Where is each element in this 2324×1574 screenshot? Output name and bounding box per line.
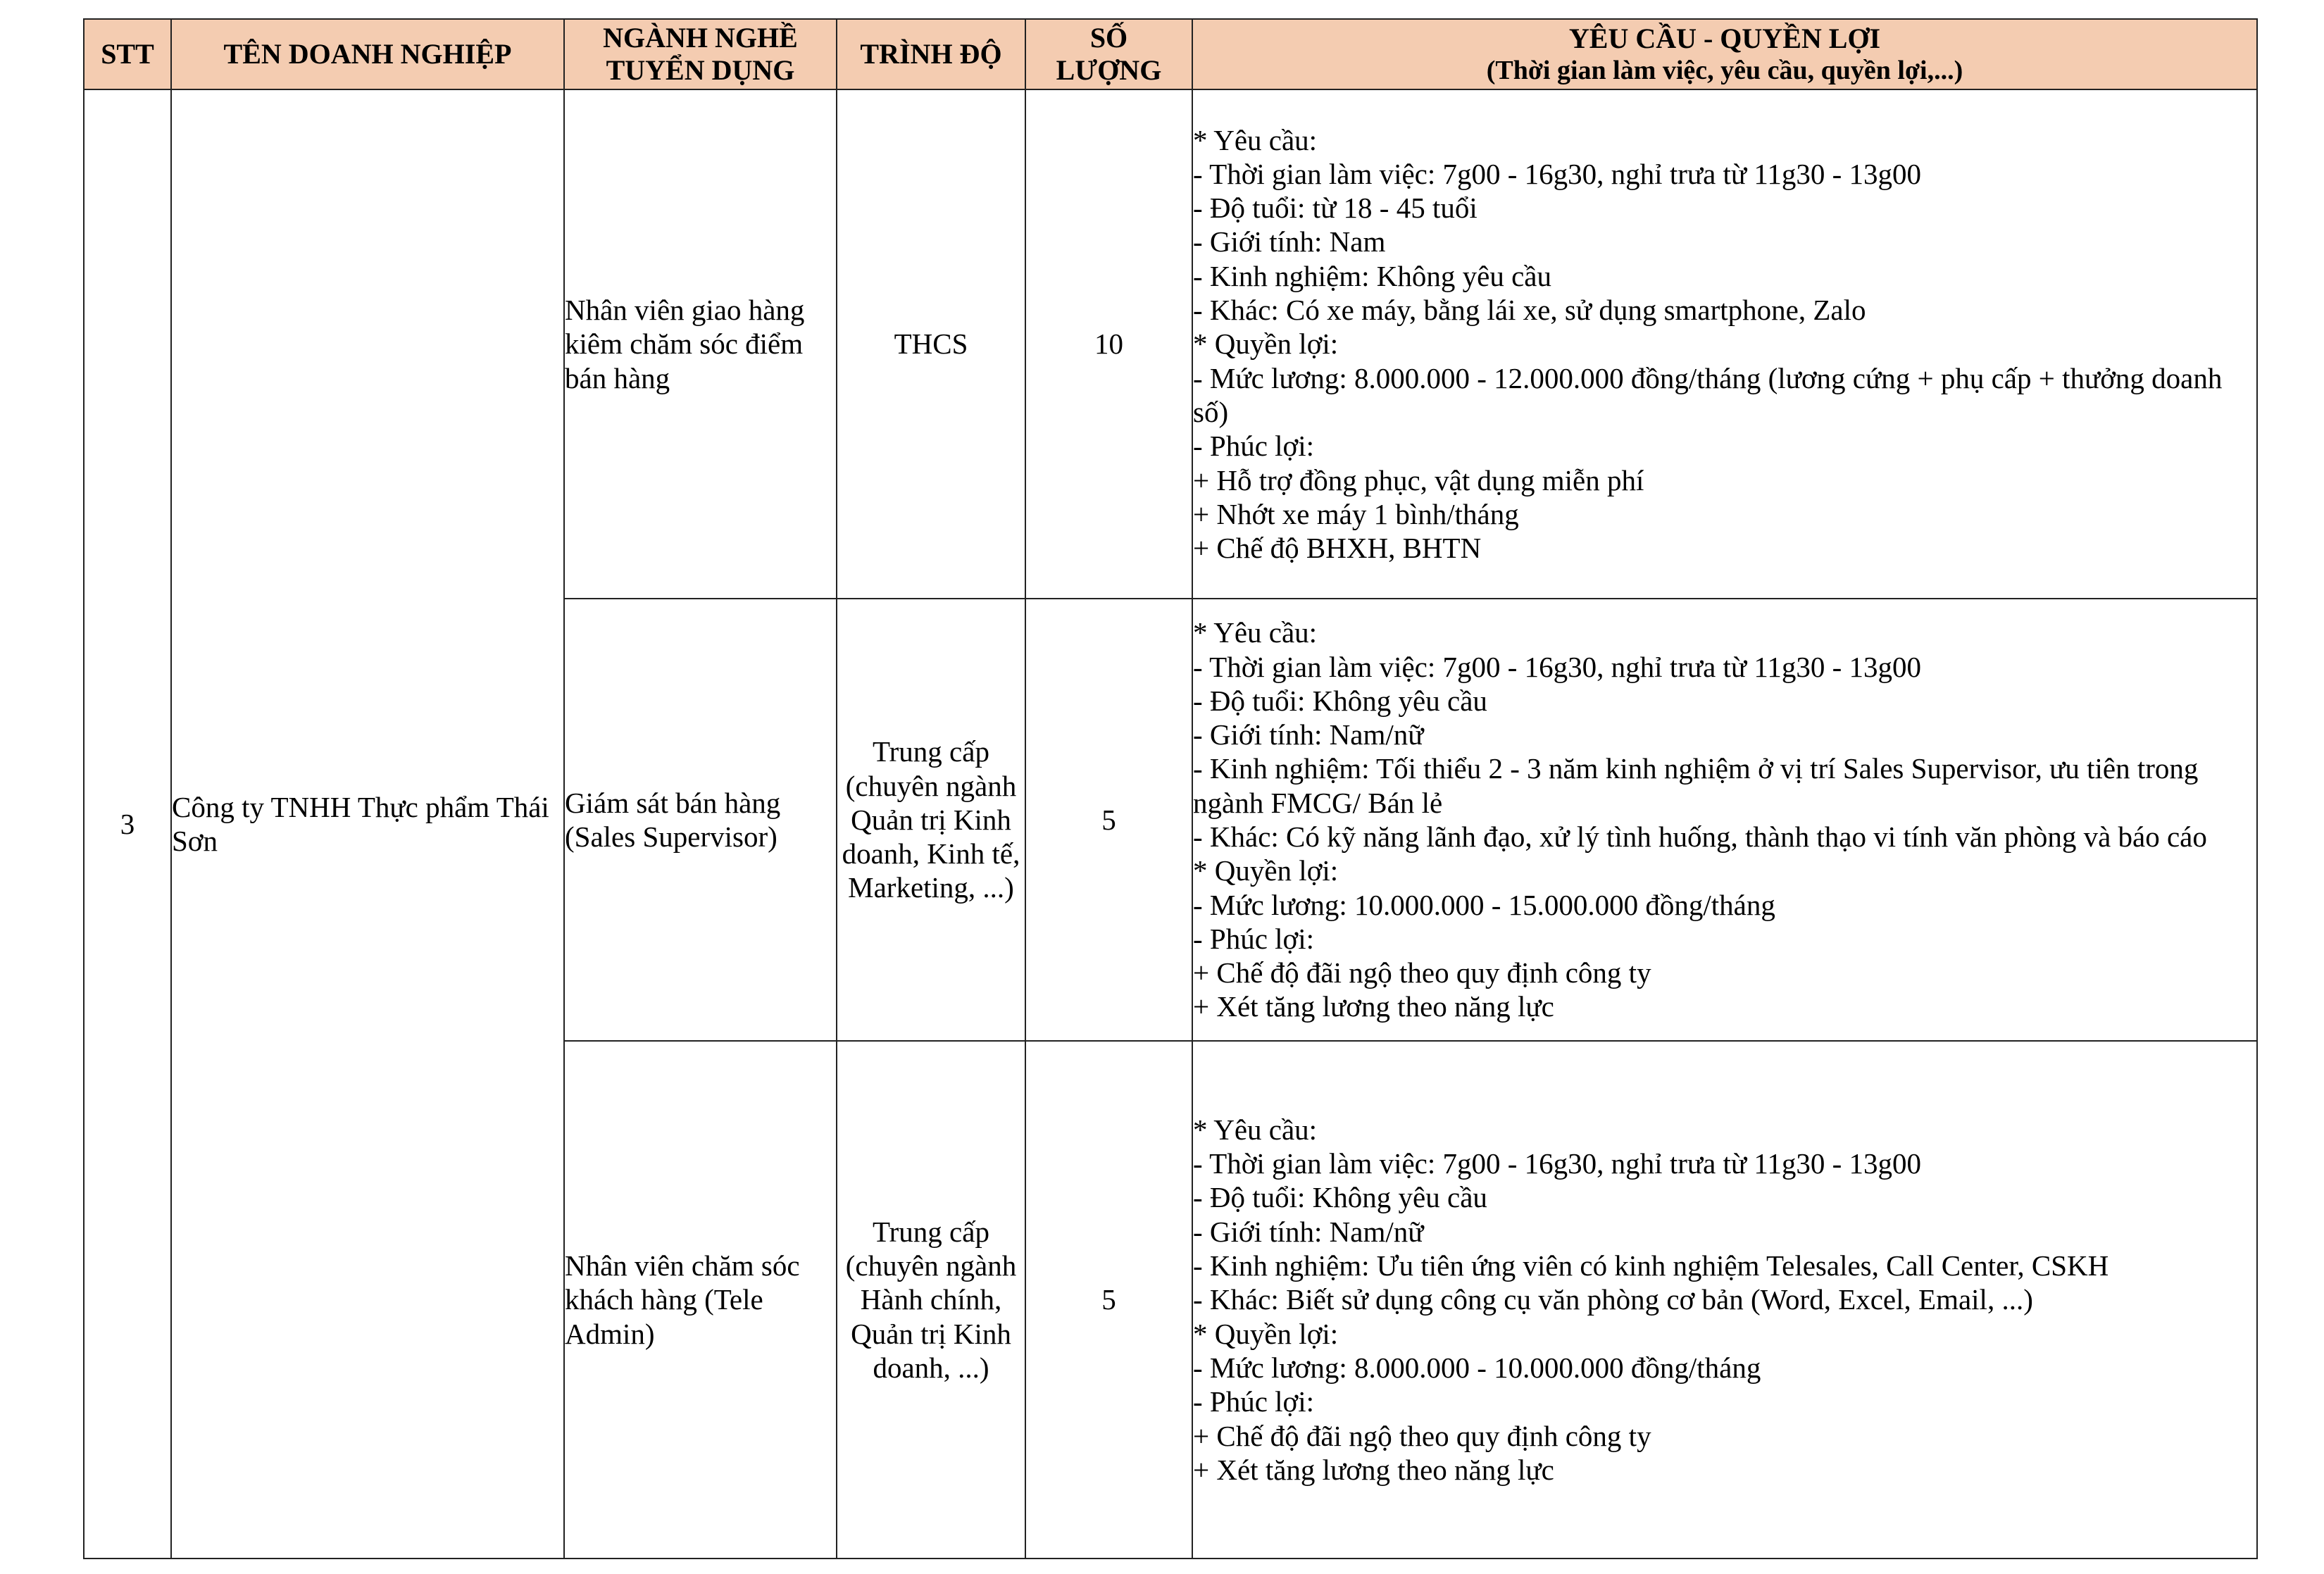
quantity-cell: 5 bbox=[1025, 599, 1192, 1041]
position-cell: Nhân viên chăm sóc khách hàng (Tele Admin) bbox=[564, 1041, 837, 1559]
level-cell: THCS bbox=[837, 89, 1025, 599]
quantity-cell: 5 bbox=[1025, 1041, 1192, 1559]
level-cell: Trung cấp (chuyên ngành Quản trị Kinh doanh, Kinh tế, Marketing, ...) bbox=[837, 599, 1025, 1041]
header-requirements bbox=[1192, 19, 2257, 89]
header-quantity bbox=[1025, 19, 1192, 89]
header-quantity-line1: SỐ bbox=[1089, 22, 1128, 54]
header-occupation-line2: TUYỂN DỤNG bbox=[606, 54, 795, 86]
header-requirements-line1: YÊU CẦU - QUYỀN LỢI bbox=[1568, 23, 1881, 54]
position-cell: Giám sát bán hàng (Sales Supervisor) bbox=[564, 599, 837, 1041]
recruitment-table bbox=[83, 18, 2258, 1559]
position-cell: Nhân viên giao hàng kiêm chăm sóc điểm bán hàng bbox=[564, 89, 837, 599]
header-row bbox=[84, 19, 2257, 89]
quantity-cell: 10 bbox=[1025, 89, 1192, 599]
header-occupation bbox=[564, 19, 837, 89]
level-cell: Trung cấp (chuyên ngành Hành chính, Quản trị Kinh doanh, ...) bbox=[837, 1041, 1025, 1559]
details-cell: * Yêu cầu: - Thời gian làm việc: 7g00 - 16g30, nghỉ trưa từ 11g30 - 13g00 - Độ tuổi: Không yêu cầu - Giới tính: Nam/nữ - Kinh nghiệm: Tối thiểu 2 - 3 năm kinh nghiệm ở vị trí Sales Supervisor, ưu tiên trong ngành FMCG/ Bán lẻ - Khác: Có kỹ năng lãnh đạo, xử lý tình huống, thành thạo vi tính văn phòng và báo cáo * Quyền lợi: - Mức lương: 10.000.000 - 15.000.000 đồng/tháng - Phúc lợi: + Chế độ đãi ngộ theo quy định công ty + Xét tăng lương theo năng lực bbox=[1192, 599, 2257, 1041]
header-stt: STT bbox=[84, 19, 171, 89]
stt-cell: 3 bbox=[84, 89, 171, 1559]
header-company: TÊN DOANH NGHIỆP bbox=[171, 19, 564, 89]
header-level: TRÌNH ĐỘ bbox=[837, 19, 1025, 89]
header-quantity-line2: LƯỢNG bbox=[1056, 54, 1162, 86]
header-requirements-line2: (Thời gian làm việc, yêu cầu, quyền lợi,...) bbox=[1486, 56, 1963, 85]
table-body bbox=[84, 89, 2257, 1559]
table-header bbox=[84, 19, 2257, 89]
details-cell: * Yêu cầu: - Thời gian làm việc: 7g00 - 16g30, nghỉ trưa từ 11g30 - 13g00 - Độ tuổi: từ 18 - 45 tuổi - Giới tính: Nam - Kinh nghiệm: Không yêu cầu - Khác: Có xe máy, bằng lái xe, sử dụng smartphone, Zalo * Quyền lợi: - Mức lương: 8.000.000 - 12.000.000 đồng/tháng (lương cứng + phụ cấp + thưởng doanh số) - Phúc lợi: + Hỗ trợ đồng phục, vật dụng miễn phí + Nhớt xe máy 1 bình/tháng + Chế độ BHXH, BHTN bbox=[1192, 89, 2257, 599]
table-row bbox=[84, 89, 2257, 599]
header-occupation-line1: NGÀNH NGHỀ bbox=[603, 22, 798, 54]
company-cell: Công ty TNHH Thực phẩm Thái Sơn bbox=[171, 89, 564, 1559]
details-cell: * Yêu cầu: - Thời gian làm việc: 7g00 - 16g30, nghỉ trưa từ 11g30 - 13g00 - Độ tuổi: Không yêu cầu - Giới tính: Nam/nữ - Kinh nghiệm: Ưu tiên ứng viên có kinh nghiệm Telesales, Call Center, CSKH - Khác: Biết sử dụng công cụ văn phòng cơ bản (Word, Excel, Email, ...) * Quyền lợi: - Mức lương: 8.000.000 - 10.000.000 đồng/tháng - Phúc lợi: + Chế độ đãi ngộ theo quy định công ty + Xét tăng lương theo năng lực bbox=[1192, 1041, 2257, 1559]
